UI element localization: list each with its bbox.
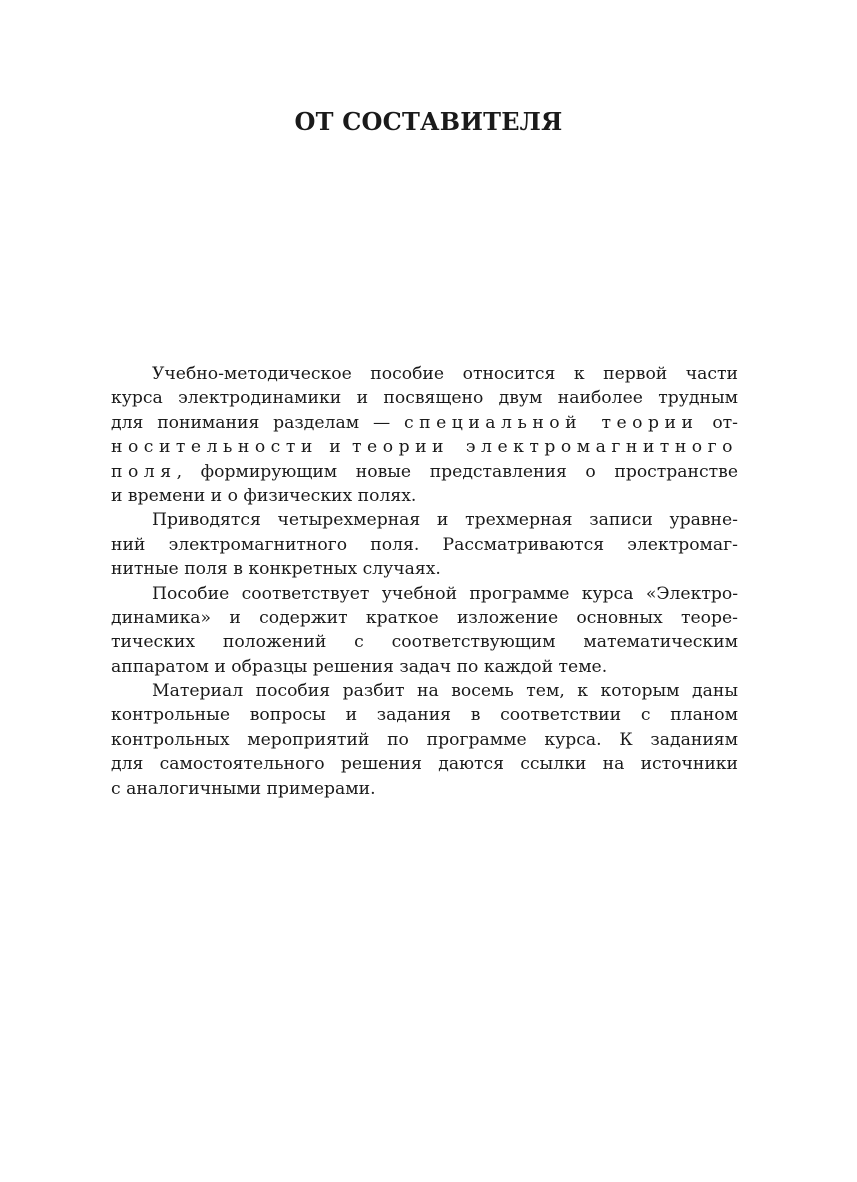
- text-line: Материал пособия разбит на восемь тем, к которым даны: [152, 681, 738, 702]
- paragraph-4: [111, 679, 738, 801]
- text-line: [111, 435, 738, 459]
- text-run: и: [317, 437, 353, 458]
- paragraph-3: [111, 582, 738, 680]
- text-line: Приводятся четырехмерная и трехмерная записи уравне-: [152, 510, 738, 531]
- text-line: тических положений с соответствующим математическим: [111, 632, 738, 653]
- text-line: динамика» и содержит краткое изложение основных теоре-: [111, 607, 738, 628]
- text-line: контрольных мероприятий по программе курса. К заданиям: [111, 729, 738, 750]
- emphasized-text: носительности: [111, 437, 318, 458]
- text-run: , формирующим новые представления о пространстве: [176, 461, 738, 482]
- text-line: контрольные вопросы и задания в соответствии с планом: [111, 705, 738, 726]
- body-text: [111, 362, 738, 801]
- text-run: от-: [698, 412, 738, 433]
- text-run: для понимания разделам —: [111, 412, 405, 433]
- text-line: и времени и о физических полях.: [111, 485, 417, 506]
- emphasized-text: поля: [111, 461, 177, 482]
- page-title: ОТ СОСТАВИТЕЛЯ: [294, 107, 563, 136]
- text-line: для самостоятельного решения даются ссылки на источники: [111, 754, 738, 775]
- text-line: Пособие соответствует учебной программе курса «Электро-: [152, 583, 738, 604]
- text-line: [111, 411, 738, 435]
- text-line: Учебно-методическое пособие относится к первой части: [152, 364, 738, 384]
- emphasized-text: специальной теории: [404, 412, 699, 433]
- text-line: курса электродинамики и посвящено двум наиболее трудным: [111, 388, 738, 409]
- text-line: с аналогичными примерами.: [111, 778, 376, 799]
- emphasized-text: теории электромагнитного: [352, 437, 738, 458]
- paragraph-2: [111, 508, 738, 581]
- paragraph-1: [111, 362, 738, 508]
- text-line: аппаратом и образцы решения задач по каждой теме.: [111, 656, 608, 677]
- text-line: ний электромагнитного поля. Рассматриваются электромаг-: [111, 534, 738, 555]
- text-line: нитные поля в конкретных случаях.: [111, 559, 441, 580]
- text-line: [111, 460, 738, 484]
